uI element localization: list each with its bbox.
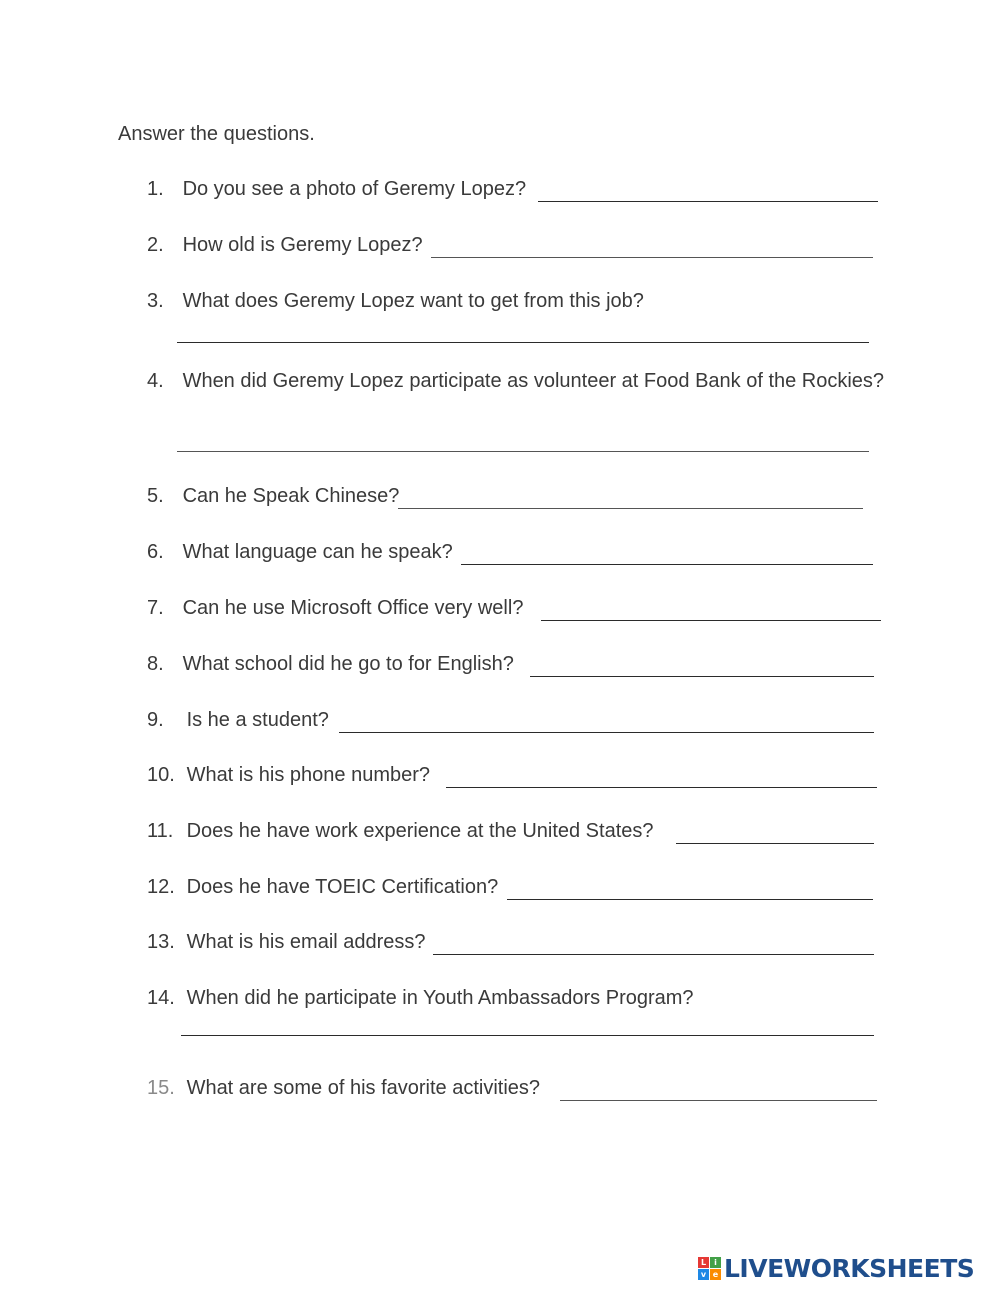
question-3 xyxy=(147,290,644,313)
question-text: What language can he speak? xyxy=(182,541,453,563)
answer-line-5[interactable] xyxy=(398,508,863,509)
question-text: When did he participate in Youth Ambassadors Program? xyxy=(186,987,694,1009)
question-text: What are some of his favorite activities? xyxy=(186,1077,541,1099)
question-13 xyxy=(147,931,426,954)
liveworksheets-logo xyxy=(698,1254,974,1283)
question-number: 2. xyxy=(147,234,164,256)
answer-line-7[interactable] xyxy=(541,620,881,621)
question-text: Can he Speak Chinese? xyxy=(182,485,400,507)
answer-line-3[interactable] xyxy=(177,342,869,343)
answer-line-1[interactable] xyxy=(538,201,878,202)
question-text: Does he have work experience at the United States? xyxy=(186,820,654,842)
question-5 xyxy=(147,485,399,508)
question-1 xyxy=(147,178,526,201)
answer-line-10[interactable] xyxy=(446,787,877,788)
answer-line-6[interactable] xyxy=(461,564,873,565)
question-text: Can he use Microsoft Office very well? xyxy=(182,597,524,619)
question-text: When did Geremy Lopez participate as volunteer at Food Bank of the Rockies? xyxy=(182,370,885,392)
question-number: 14. xyxy=(147,987,175,1009)
question-number: 6. xyxy=(147,541,164,563)
question-number: 11. xyxy=(147,820,174,842)
question-7 xyxy=(147,597,523,620)
question-number: 10. xyxy=(147,764,175,786)
question-text: What school did he go to for English? xyxy=(182,653,514,675)
question-number: 5. xyxy=(147,485,164,507)
answer-line-8[interactable] xyxy=(530,676,874,677)
question-6 xyxy=(147,541,453,564)
question-number: 1. xyxy=(147,178,164,200)
answer-line-14[interactable] xyxy=(181,1035,874,1036)
question-number: 4. xyxy=(147,370,164,392)
question-number: 3. xyxy=(147,290,164,312)
question-14 xyxy=(147,987,694,1010)
question-2 xyxy=(147,234,423,257)
answer-line-9[interactable] xyxy=(339,732,874,733)
answer-line-11[interactable] xyxy=(676,843,874,844)
question-number: 9. xyxy=(147,709,164,731)
question-9 xyxy=(147,709,329,732)
question-number: 8. xyxy=(147,653,164,675)
instructions: Answer the questions. xyxy=(118,123,315,145)
question-number: 7. xyxy=(147,597,164,619)
logo-mark-icon: L i v e xyxy=(698,1257,721,1280)
question-text: What does Geremy Lopez want to get from this job? xyxy=(182,290,644,312)
question-text: What is his phone number? xyxy=(186,764,431,786)
question-text: How old is Geremy Lopez? xyxy=(182,234,423,256)
question-11 xyxy=(147,820,654,843)
question-number: 15. xyxy=(147,1077,175,1099)
question-number: 12. xyxy=(147,876,175,898)
answer-line-13[interactable] xyxy=(433,954,874,955)
question-text: What is his email address? xyxy=(186,931,426,953)
question-text: Is he a student? xyxy=(186,709,329,731)
question-10 xyxy=(147,764,430,787)
question-text: Does he have TOEIC Certification? xyxy=(186,876,499,898)
question-text: Do you see a photo of Geremy Lopez? xyxy=(182,178,527,200)
answer-line-2[interactable] xyxy=(431,257,873,258)
question-8 xyxy=(147,653,514,676)
logo-text: LIVEWORKSHEETS xyxy=(724,1254,975,1283)
answer-line-4[interactable] xyxy=(177,451,869,452)
question-15 xyxy=(147,1077,540,1100)
answer-line-15[interactable] xyxy=(560,1100,877,1101)
question-number: 13. xyxy=(147,931,175,953)
answer-line-12[interactable] xyxy=(507,899,873,900)
question-12 xyxy=(147,876,498,899)
question-4 xyxy=(147,370,884,393)
